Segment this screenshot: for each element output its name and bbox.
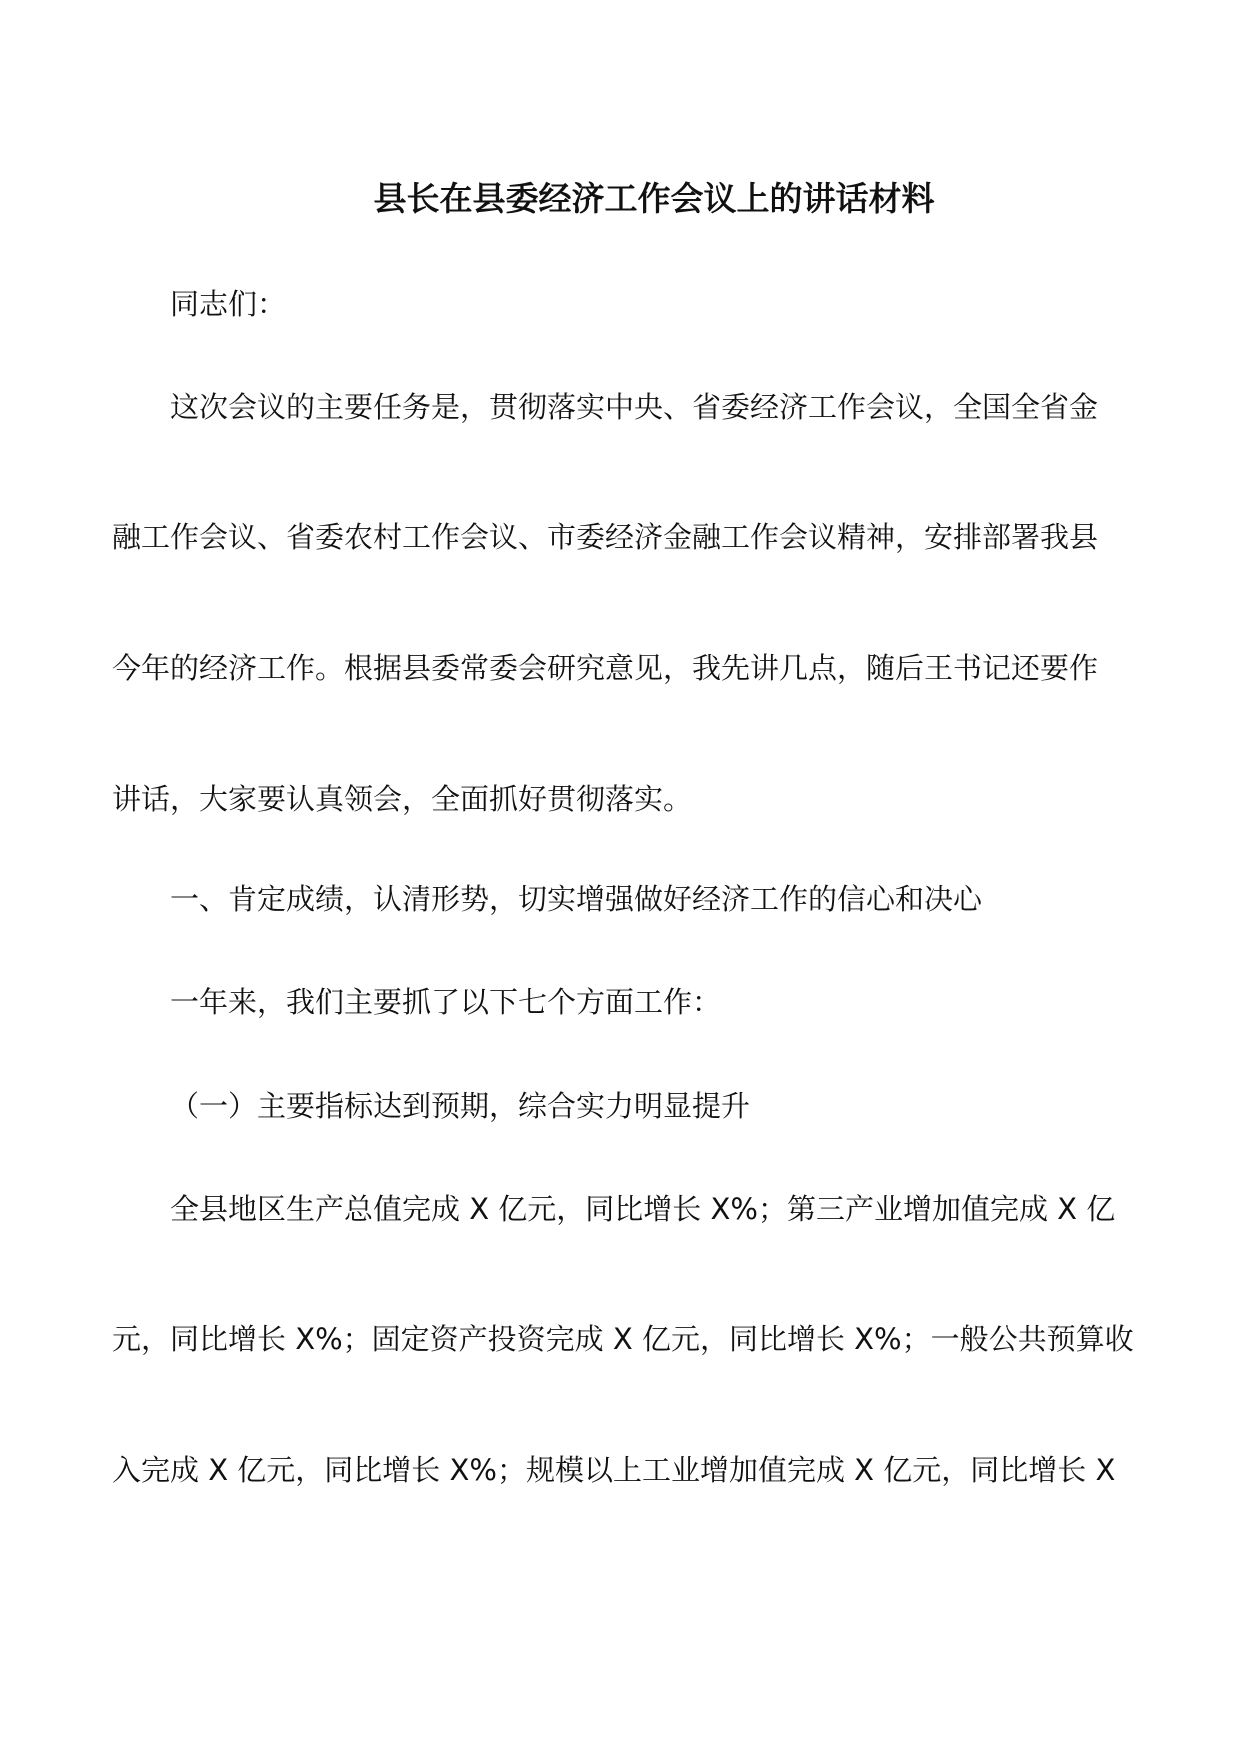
paragraph-line: 融工作会议、省委农村工作会议、市委经济金融工作会议精神，安排部署我县 (112, 520, 1099, 554)
paragraph-line: 讲话，大家要认真领会，全面抓好贯彻落实。 (112, 782, 693, 816)
paragraph-line: 入完成 X 亿元，同比增长 X%；规模以上工业增加值完成 X 亿元，同比增长 X (112, 1453, 1116, 1487)
section-heading: 一、肯定成绩，认清形势，切实增强做好经济工作的信心和决心 (170, 882, 983, 916)
section-lead-paragraph: 一年来，我们主要抓了以下七个方面工作： (170, 985, 722, 1019)
subsection-heading: （一）主要指标达到预期，综合实力明显提升 (170, 1089, 751, 1123)
paragraph-line: 这次会议的主要任务是，贯彻落实中央、省委经济工作会议，全国全省金 (170, 390, 1099, 424)
paragraph-line: 元，同比增长 X%；固定资产投资完成 X 亿元，同比增长 X%；一般公共预算收 (112, 1322, 1134, 1356)
greeting: 同志们： (170, 287, 287, 321)
paragraph-line: 今年的经济工作。根据县委常委会研究意见，我先讲几点，随后王书记还要作 (112, 651, 1099, 685)
document-title: 县长在县委经济工作会议上的讲话材料 (373, 179, 935, 218)
paragraph-line: 全县地区生产总值完成 X 亿元，同比增长 X%；第三产业增加值完成 X 亿 (170, 1192, 1116, 1226)
